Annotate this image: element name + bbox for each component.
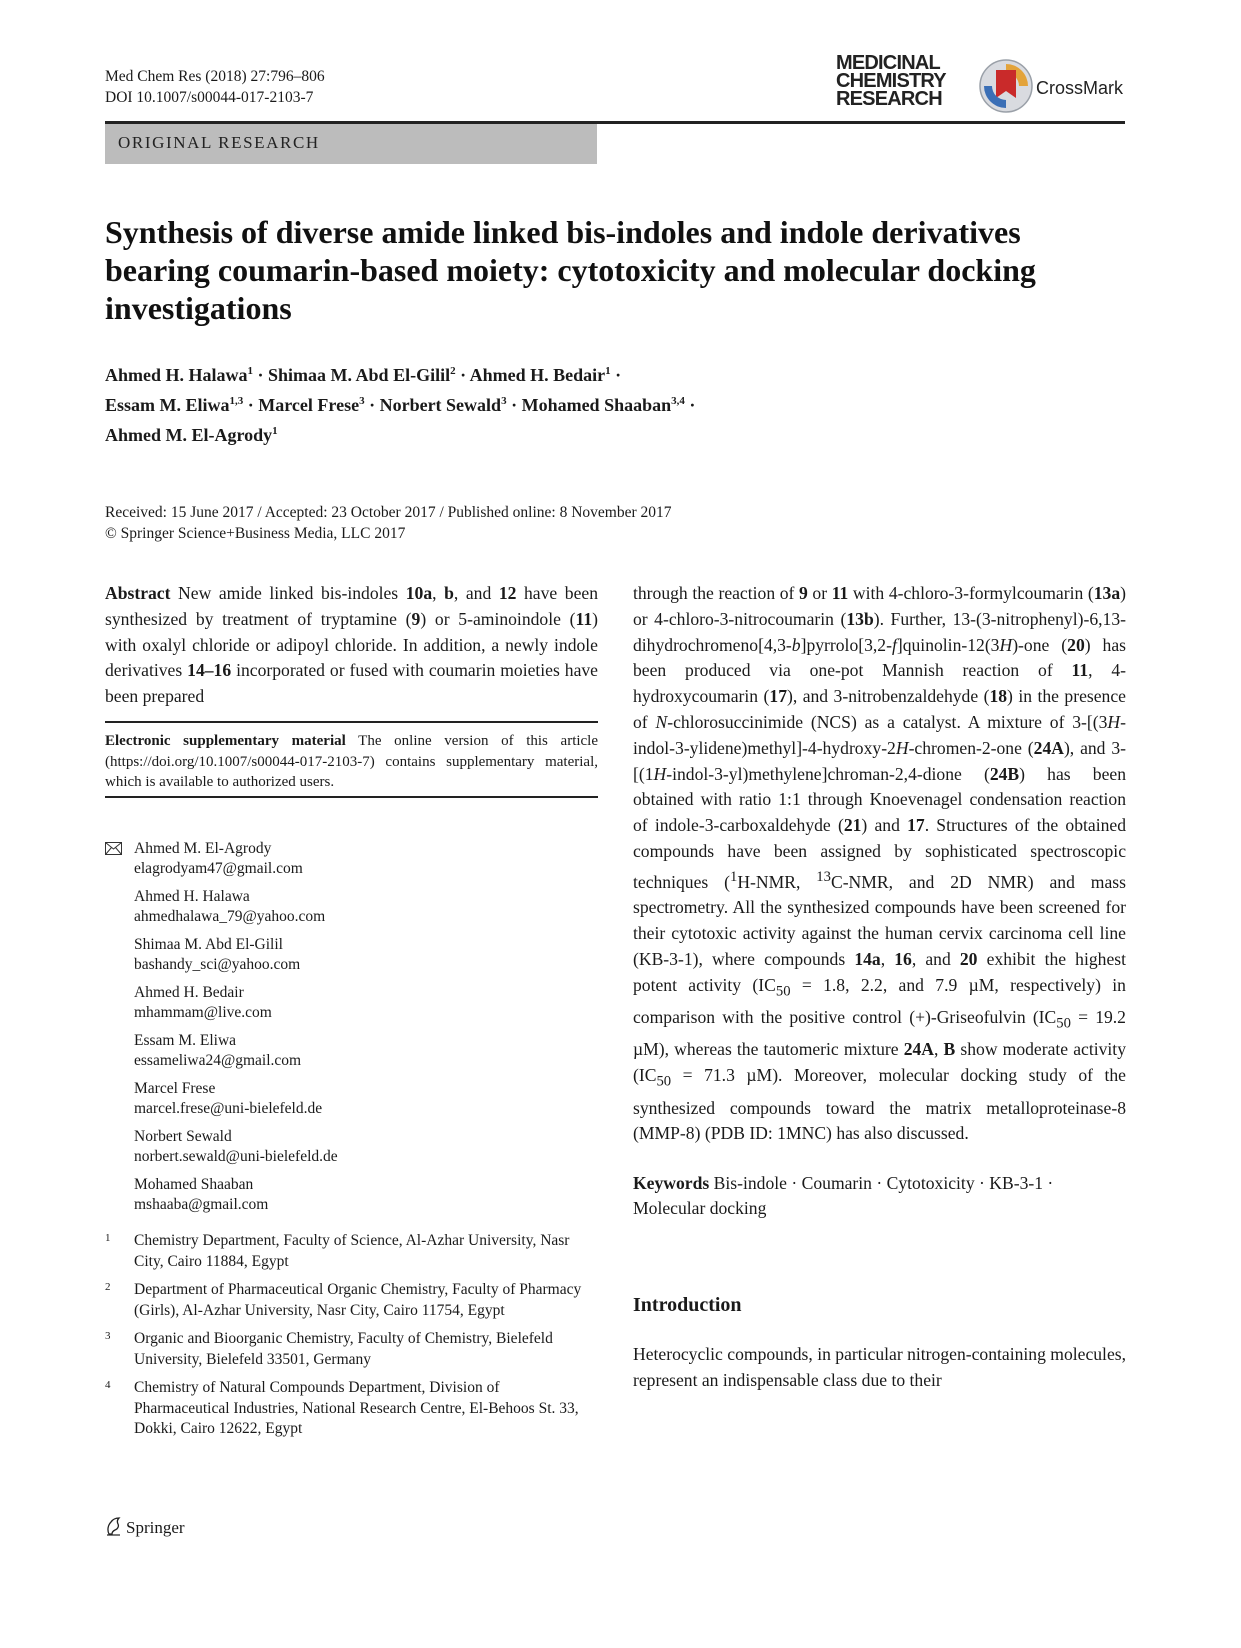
introduction-text: Heterocyclic compounds, in particular nitrogen-containing molecules, represent an indispensable class due to their xyxy=(633,1344,1126,1390)
contact-email[interactable]: ahmedhalawa_79@yahoo.com xyxy=(134,908,326,925)
introduction-heading: Introduction xyxy=(633,1294,742,1317)
contact-email[interactable]: elagrodyam47@gmail.com xyxy=(134,860,303,877)
copyright-line: © Springer Science+Business Media, LLC 2017 xyxy=(105,525,406,542)
journal-header xyxy=(105,66,325,108)
right-column xyxy=(633,581,1126,1394)
journal-logo-text: MEDICINAL CHEMISTRY RESEARCH xyxy=(836,52,946,110)
footer-publisher xyxy=(105,1516,185,1538)
contact-entry xyxy=(134,1127,598,1167)
journal-citation: Med Chem Res (2018) 27:796–806 xyxy=(105,68,325,85)
contact-name: Mohamed Shaaban xyxy=(134,1176,254,1193)
contact-entry xyxy=(134,983,598,1023)
author[interactable]: Essam M. Eliwa$^{1,3}$ xyxy=(105,395,244,415)
crossmark-label[interactable]: CrossMark xyxy=(1036,78,1124,98)
contact-name: Essam M. Eliwa xyxy=(134,1032,237,1049)
contact-name: Shimaa M. Abd El-Gilil xyxy=(134,936,283,953)
crossmark-icon[interactable] xyxy=(978,58,1034,114)
affiliation-entry: 2 Department of Pharmaceutical Organic Chemistry, Faculty of Pharmacy (Girls), Al-Azhar University, Nasr City, Cairo 11754, Egypt xyxy=(105,1281,582,1319)
springer-horse-icon xyxy=(105,1516,123,1536)
keywords: Keywords Bis-indole · Coumarin · Cytotoxicity · KB-3-1 · Molecular docking xyxy=(633,1173,1054,1219)
contact-name: Ahmed M. El-Agrody xyxy=(134,840,272,857)
section-label: ORIGINAL RESEARCH xyxy=(118,133,320,152)
contact-email[interactable]: norbert.sewald@uni-bielefeld.de xyxy=(134,1148,338,1165)
keywords-heading: Keywords xyxy=(633,1173,710,1194)
esm-link[interactable]: https://doi.org/10.1007/s00044-017-2103-7 xyxy=(110,753,370,770)
contact-name: Norbert Sewald xyxy=(134,1128,232,1145)
esm-bottom-rule xyxy=(105,796,598,798)
abstract-body: Abstract New amide linked bis-indoles 10a, b, and 12 have been synthesized by treatment of tryptamine (9) or 5-aminoindole (11) with oxalyl chloride or adipoyl chloride. In addition, a newly indole derivatives 14–16 incorporated or fused with coumarin moieties have been prepared xyxy=(105,583,598,707)
keyword[interactable]: KB-3-1 xyxy=(989,1173,1044,1194)
author[interactable]: Ahmed H. Bedair$^1$ xyxy=(469,365,611,385)
contact-entry xyxy=(134,1079,598,1119)
contact-name: Ahmed H. Bedair xyxy=(134,984,244,1001)
keyword[interactable]: Bis-indole xyxy=(713,1173,787,1194)
author[interactable]: Shimaa M. Abd El-Gilil$^2$ xyxy=(268,365,456,385)
contact-email[interactable]: marcel.frese@uni-bielefeld.de xyxy=(134,1100,323,1117)
article-title: Synthesis of diverse amide linked bis-indoles and indole derivatives bearing coumarin-based moiety: cytotoxicity and molecular docking investigations xyxy=(105,214,1036,326)
doi: DOI 10.1007/s00044-017-2103-7 xyxy=(105,89,314,106)
author[interactable]: Ahmed H. Halawa$^1$ xyxy=(105,365,254,385)
contact-email[interactable]: mhammam@live.com xyxy=(134,1004,272,1021)
contact-entry xyxy=(134,935,598,975)
author[interactable]: Ahmed M. El-Agrody$^1$ xyxy=(105,425,278,445)
left-column xyxy=(105,581,599,1437)
contact-email[interactable]: mshaaba@gmail.com xyxy=(134,1196,269,1213)
envelope-icon xyxy=(105,842,122,855)
esm-heading: Electronic supplementary material xyxy=(105,733,346,749)
esm-note: Electronic supplementary material The online version of this article (https://doi.org/10.1007/s00044-017-2103-7) contains supplementary material, which is available to authorized users. xyxy=(105,733,599,790)
author[interactable]: Mohamed Shaaban$^{3,4}$ xyxy=(521,395,685,415)
affiliation-entry: 4 Chemistry of Natural Compounds Department, Division of Pharmaceutical Industries, National Research Centre, El-Behoos St. 33, Dokki, Cairo 12622, Egypt xyxy=(105,1379,579,1437)
affiliations xyxy=(105,1231,598,1448)
publisher-name: Springer xyxy=(126,1518,185,1537)
abstract-heading: Abstract xyxy=(105,583,171,603)
contact-name: Ahmed H. Halawa xyxy=(134,888,250,905)
publication-dates xyxy=(105,502,672,544)
author[interactable]: Marcel Frese$^3$ xyxy=(258,395,365,415)
contact-entry xyxy=(134,1031,598,1071)
affiliation-entry: 1 Chemistry Department, Faculty of Science, Al-Azhar University, Nasr City, Cairo 11884, Egypt xyxy=(105,1232,570,1270)
keyword[interactable]: Molecular docking xyxy=(633,1198,767,1219)
keyword[interactable]: Cytotoxicity xyxy=(886,1173,975,1194)
esm-top-rule xyxy=(105,721,598,723)
abstract-continued: through the reaction of 9 or 11 with 4-chloro-3-formylcoumarin (13a) or 4-chloro-3-nitrocoumarin (13b). Further, 13-(3-nitrophenyl)-6,13-dihydrochromeno[4,3-b]pyrrolo[3,2-f]quinolin-12(3H)-one (20) has been produced via one-pot Mannish reaction of 11, 4-hydroxycoumarin (17), and 3-nitrobenzaldehyde (18) in the presence of N-chlorosuccinimide (NCS) as a catalyst. A mixture of 3-[(3H-indol-3-ylidene)methyl]-4-hydroxy-2H-chromen-2-one (24A), and 3-[(1H-indol-3-yl)methylene]chroman-2,4-dione (24B) has been obtained with ratio 1:1 through Knoevenagel condensation reaction of indole-3-carboxaldehyde (21) and 17. Structures of the obtained compounds have been assigned by sophisticated spectroscopic techniques ($^1$H-NMR, $^{13}$C-NMR, and 2D NMR) and mass spectrometry. All the synthesized compounds have been screened for their cytotoxic activity against the human cervix carcinoma cell line (KB-3-1), where compounds 14a, 16, and 20 exhibit the highest potent activity ($IC_{50} = 1.8$, 2.2, and 7.9 µM, respectively) in comparison with the positive control (+)-Griseofulvin ($IC_{50} = 19.2$ µM), whereas the tautomeric mixture 24A, B show moderate activity ($IC_{50} = 71.3$ µM). Moreover, molecular docking study of the synthesized compounds toward the matrix metalloproteinase-8 (MMP-8) (PDB ID: 1MNC) has also discussed. xyxy=(633,583,1127,1144)
keyword[interactable]: Coumarin xyxy=(801,1173,872,1194)
author-contacts xyxy=(105,839,598,1223)
section-banner xyxy=(105,124,597,164)
contact-entry xyxy=(134,887,598,927)
contact-email[interactable]: bashandy_sci@yahoo.com xyxy=(134,956,301,973)
contact-email[interactable]: essameliwa24@gmail.com xyxy=(134,1052,302,1069)
author-list: Ahmed H. Halawa$^1$ · Shimaa M. Abd El-Gilil$^2$ · Ahmed H. Bedair$^1$ · Essam M. Eliwa$^{1,3}$ · Marcel Frese$^3$ · Norbert Sewald$^3$ · Mohamed Shaaban$^{3,4}$ · Ahmed M. El-Agrody$^1$ xyxy=(105,365,696,445)
affiliation-entry: 3 Organic and Bioorganic Chemistry, Faculty of Chemistry, Bielefeld University, Bielefeld 33501, Germany xyxy=(105,1330,553,1368)
dates-line: Received: 15 June 2017 / Accepted: 23 October 2017 / Published online: 8 November 2017 xyxy=(105,504,672,521)
contact-name: Marcel Frese xyxy=(134,1080,216,1097)
contact-entry xyxy=(134,839,598,879)
author[interactable]: Norbert Sewald$^3$ xyxy=(379,395,507,415)
journal-logo xyxy=(836,52,1126,122)
contact-entry xyxy=(134,1175,598,1215)
